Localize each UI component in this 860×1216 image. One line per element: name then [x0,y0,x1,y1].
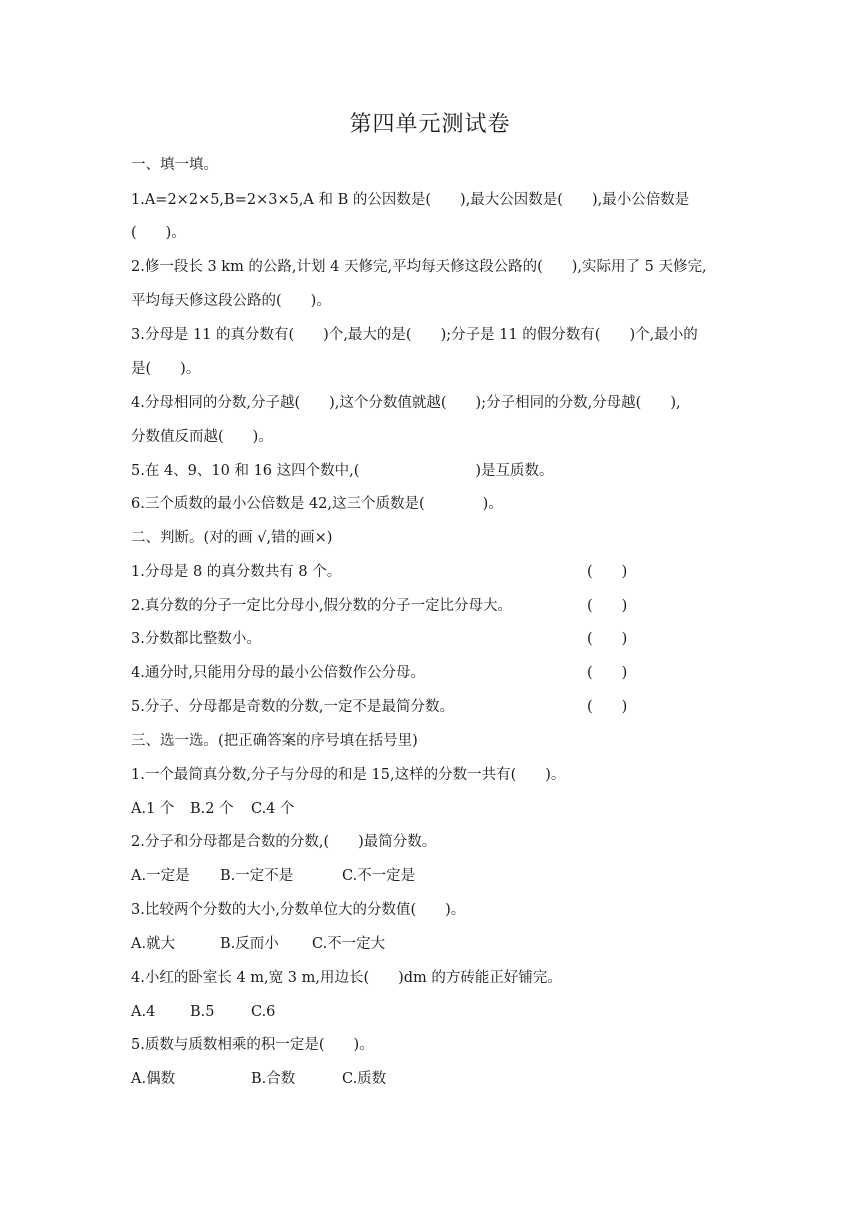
judge-item: 3.分数都比整数小。 [131,631,261,647]
option-b: B.反而小 [220,936,279,952]
page-title: 第四单元测试卷 [349,112,511,137]
judge-answer-blank: ( ) [587,631,628,647]
choice-question: 1.一个最简真分数,分子与分母的和是 15,这样的分数一共有( )。 [131,767,566,783]
judge-answer-blank: ( ) [587,564,628,580]
judge-item: 4.通分时,只能用分母的最小公倍数作公分母。 [131,665,425,681]
judge-answer-blank: ( ) [587,699,628,715]
option-a: A.一定是 [131,868,190,884]
judge-item: 5.分子、分母都是奇数的分数,一定不是最简分数。 [131,699,454,715]
option-a: A.4 [131,1004,156,1020]
option-c: C.6 [251,1004,276,1020]
option-a: A.偶数 [131,1071,176,1087]
judge-item: 2.真分数的分子一定比分母小,假分数的分子一定比分母大。 [131,598,512,614]
choice-question: 4.小红的卧室长 4 m,宽 3 m,用边长( )dm 的方砖能正好铺完。 [131,970,562,986]
fill-q6: 6.三个质数的最小公倍数是 42,这三个质数是( )。 [131,496,503,512]
choice-question: 5.质数与质数相乘的积一定是( )。 [131,1037,374,1053]
option-a: A.1 个 [131,801,175,817]
choice-question: 3.比较两个分数的大小,分数单位大的分数值( )。 [131,902,466,918]
option-a: A.就大 [131,936,176,952]
section-heading-fill: 一、填一填。 [131,157,218,173]
option-c: C.质数 [342,1071,387,1087]
judge-answer-blank: ( ) [587,665,628,681]
fill-q3-line2: 是( )。 [131,361,201,377]
fill-q2-line2: 平均每天修这段公路的( )。 [131,293,331,309]
fill-q1-line2: ( )。 [131,225,186,241]
option-b: B.合数 [251,1071,296,1087]
fill-q2-line1: 2.修一段长 3 km 的公路,计划 4 天修完,平均每天修这段公路的( ),实际用了 5 天修完, [131,259,707,275]
fill-q5: 5.在 4、9、10 和 16 这四个数中,( )是互质数。 [131,463,554,479]
section-heading-judge: 二、判断。(对的画 √,错的画×) [131,530,333,546]
fill-q4-line2: 分数值反而越( )。 [131,429,273,445]
option-b: B.2 个 [190,801,234,817]
option-c: C.4 个 [251,801,295,817]
judge-item: 1.分母是 8 的真分数共有 8 个。 [131,564,342,580]
fill-q1-line1: 1.A=2×2×5,B=2×3×5,A 和 B 的公因数是( ),最大公因数是( ),最小公倍数是 [131,192,690,208]
choice-question: 2.分子和分母都是合数的分数,( )最简分数。 [131,834,437,850]
option-b: B.一定不是 [220,868,294,884]
fill-q4-line1: 4.分母相同的分数,分子越( ),这个分数值就越( );分子相同的分数,分母越( ), [131,395,681,411]
judge-answer-blank: ( ) [587,598,628,614]
option-b: B.5 [190,1004,215,1020]
fill-q3-line1: 3.分母是 11 的真分数有( )个,最大的是( );分子是 11 的假分数有( )个,最小的 [131,327,698,343]
option-c: C.不一定大 [312,936,386,952]
option-c: C.不一定是 [342,868,416,884]
section-heading-choose: 三、选一选。(把正确答案的序号填在括号里) [131,733,418,749]
